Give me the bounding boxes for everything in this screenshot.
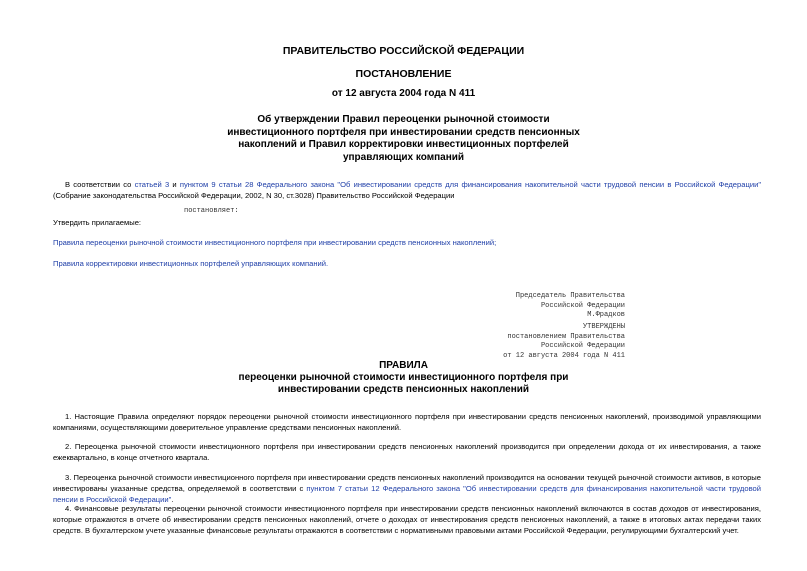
approval-line-3: Российской Федерации: [540, 342, 625, 350]
paragraph-2: 2. Переоценка рыночной стоимости инвестиционного портфеля при инвестировании средств пенсионных накоплений производится при определении дохода от их инвестирования, а также ежеквартально, в конце отчетного квартала.: [53, 442, 761, 462]
rules-title-line-3: инвестировании средств пенсионных накоплений: [277, 384, 530, 395]
approval-block: [470, 323, 625, 361]
signature-line-1: Председатель Правительства: [515, 292, 625, 300]
signature-name: М.Фрадков: [587, 311, 625, 319]
link-adjustment-rules[interactable]: Правила корректировки инвестиционных портфелей управляющих компаний.: [53, 259, 329, 268]
rules-title-line-2: переоценки рыночной стоимости инвестиционного портфеля при: [238, 372, 569, 383]
paragraph-1: 1. Настоящие Правила определяют порядок переоценки рыночной стоимости инвестиционного портфеля при инвестировании средств пенсионных накоплений, производимой управляющими компаниями, осуществляющими доверительное управление средствами пенсионных накоплений.: [53, 412, 761, 432]
paragraph-3-text-a: 3. Переоценка рыночной стоимости инвестиционного портфеля при инвестировании средств пенсионных накоплений производится на основании текущей рыночной стоимости активов, в которые инвестированы указанные средства, определяемой в соответствии с: [53, 473, 761, 493]
link-federal-law-art-28[interactable]: пунктом 9 статьи 28 Федерального закона "Об инвестировании средств для финансирования накопительной части трудовой пенсии в Российской Федерации": [179, 180, 762, 189]
approve-text: Утвердить прилагаемые:: [53, 218, 142, 227]
link-federal-law-art-12[interactable]: пунктом 7 статьи 12 Федерального закона "Об инвестировании средств для финансирования накопительной части трудовой пенсии в Российской Федерации": [53, 484, 761, 504]
link-revaluation-rules[interactable]: Правила переоценки рыночной стоимости инвестиционного портфеля при инвестировании средств пенсионных накоплений;: [53, 238, 497, 247]
title-line-4: управляющих компаний: [342, 151, 465, 163]
title-line-3: накоплений и Правил корректировки инвестиционных портфелей: [238, 139, 569, 150]
approval-line-1: УТВЕРЖДЕНЫ: [582, 323, 625, 331]
paragraph-3-text-b: .: [171, 495, 174, 504]
rules-title: [0, 360, 807, 396]
approval-line-4: от 12 августа 2004 года N 411: [503, 351, 625, 360]
document-title: [0, 114, 807, 164]
document-date-number: от 12 августа 2004 года N 411: [331, 88, 476, 99]
government-heading: ПРАВИТЕЛЬСТВО РОССИЙСКОЙ ФЕДЕРАЦИИ: [282, 45, 525, 57]
title-line-2: инвестиционного портфеля при инвестировании средств пенсионных: [227, 126, 580, 138]
rules-title-line-1: ПРАВИЛА: [379, 360, 428, 371]
title-line-1: Об утверждении Правил переоценки рыночной стоимости: [257, 114, 550, 125]
paragraph-3: [53, 472, 761, 505]
document-type: ПОСТАНОВЛЕНИЕ: [355, 68, 452, 80]
intro-paragraph: [53, 179, 761, 201]
signature-block: [470, 292, 625, 321]
link-article-3[interactable]: статьей 3: [134, 180, 170, 189]
paragraph-4: 4. Финансовые результаты переоценки рыночной стоимости инвестиционного портфеля при инвестировании средств пенсионных накоплений включаются в состав доходов от инвестирования, которые отражаются в отчете об инвестировании средств пенсионных накоплений, отчете о доходах от инвестирования средств пенсионных накоплений, а также в итоговых актах передачи таких средств. В бухгалтерском учете указанные финансовые результаты отражаются в соответствии с нормативными правовыми актами Российской Федерации, регулирующими бухгалтерский учет.: [53, 504, 761, 535]
signature-line-2: Российской Федерации: [540, 301, 625, 310]
decree-word: постановляет:: [184, 207, 239, 215]
intro-text-3: (Собрание законодательства Российской Федерации, 2002, N 30, ст.3028) Правительство Российской Федерации: [53, 191, 455, 200]
approval-line-2: постановлением Правительства: [507, 332, 625, 341]
intro-text-1: В соответствии со: [65, 180, 135, 189]
intro-text-2: и: [169, 180, 180, 189]
